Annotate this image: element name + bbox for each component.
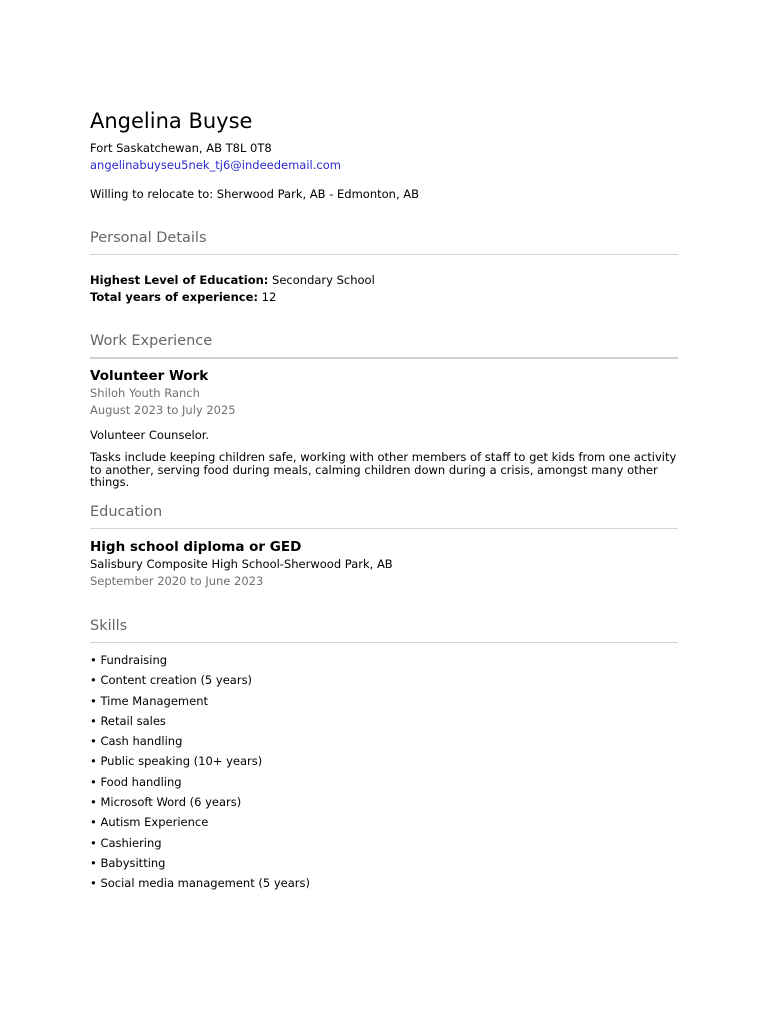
skill-item: • Microsoft Word (6 years) <box>90 792 310 812</box>
skill-item: • Time Management <box>90 691 310 711</box>
skill-item: • Cashiering <box>90 833 310 853</box>
skill-item: • Food handling <box>90 772 310 792</box>
skill-item: • Fundraising <box>90 650 310 670</box>
section-title-skills: Skills <box>90 616 678 643</box>
education-level-row <box>90 272 375 288</box>
education-dates: September 2020 to June 2023 <box>90 574 264 588</box>
skill-item: • Content creation (5 years) <box>90 670 310 690</box>
section-title-personal-details: Personal Details <box>90 228 678 255</box>
relocation-preference: Willing to relocate to: Sherwood Park, AB - Edmonton, AB <box>90 187 420 201</box>
job-dates: August 2023 to July 2025 <box>90 403 236 417</box>
experience-years-label: Total years of experience: <box>90 290 258 304</box>
skills-list <box>90 650 310 894</box>
job-title: Volunteer Work <box>90 368 209 384</box>
skill-item: • Retail sales <box>90 711 310 731</box>
candidate-name: Angelina Buyse <box>90 109 253 133</box>
skill-item: • Social media management (5 years) <box>90 873 310 893</box>
job-role: Volunteer Counselor. <box>90 428 210 442</box>
job-company: Shiloh Youth Ranch <box>90 386 200 400</box>
skill-item: • Autism Experience <box>90 812 310 832</box>
experience-years-row <box>90 289 276 305</box>
section-title-work-experience: Work Experience <box>90 331 678 359</box>
education-level-value: Secondary School <box>272 273 375 287</box>
experience-years-value: 12 <box>261 290 277 304</box>
section-title-education: Education <box>90 502 678 529</box>
education-degree: High school diploma or GED <box>90 539 302 555</box>
job-description: Tasks include keeping children safe, working with other members of staff to get kids from one activity to another, serving food during meals, calming children down during a crisis, amongst many other things. <box>90 450 677 489</box>
skill-item: • Babysitting <box>90 853 310 873</box>
skill-item: • Cash handling <box>90 731 310 751</box>
candidate-location: Fort Saskatchewan, AB T8L 0T8 <box>90 141 272 155</box>
skill-item: • Public speaking (10+ years) <box>90 751 310 771</box>
education-level-label: Highest Level of Education: <box>90 273 269 287</box>
candidate-email-link[interactable]: angelinabuyseu5nek_tj6@indeedemail.com <box>90 158 341 172</box>
education-school: Salisbury Composite High School-Sherwood Park, AB <box>90 557 393 571</box>
